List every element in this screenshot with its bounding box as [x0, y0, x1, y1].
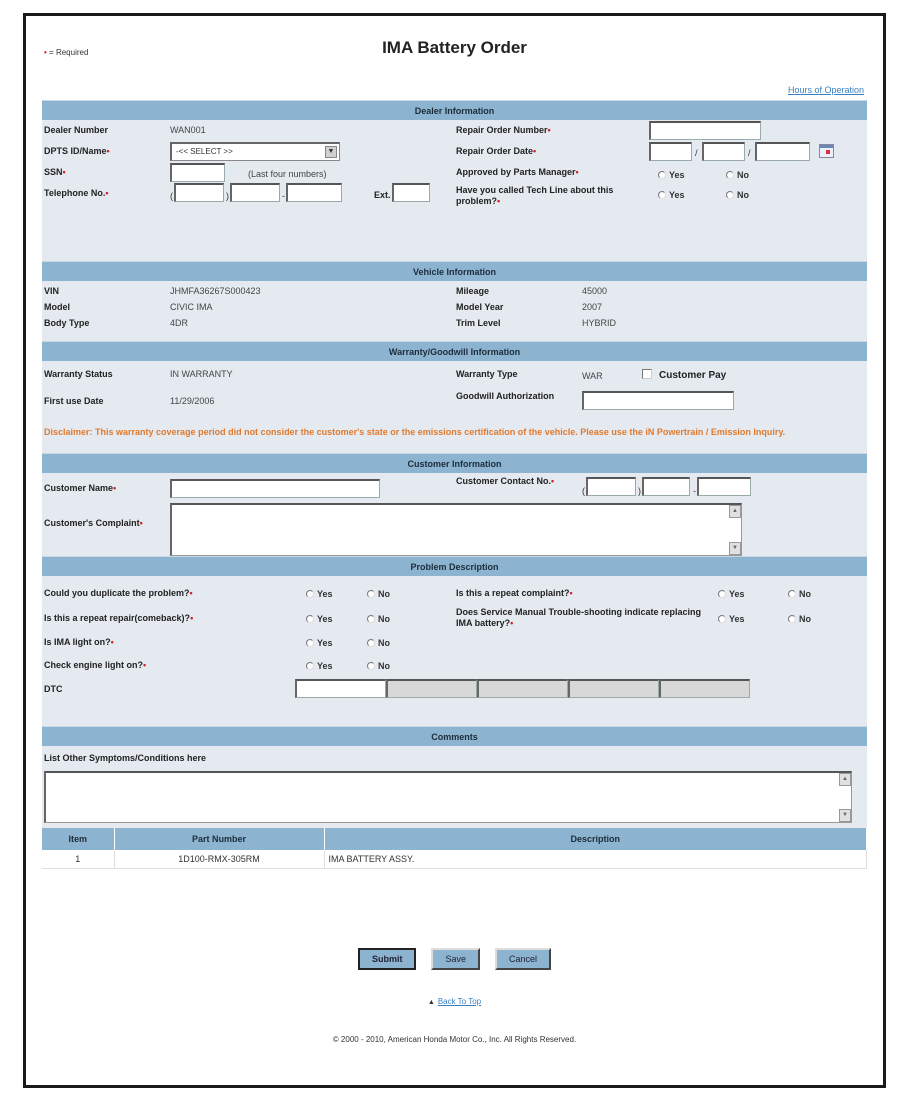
radio-icon[interactable]	[726, 191, 734, 199]
page-title: IMA Battery Order	[382, 38, 527, 57]
phone-line-input[interactable]	[286, 183, 342, 202]
approved-no-radio[interactable]: No	[726, 170, 749, 180]
section-header-customer: Customer Information	[42, 453, 867, 473]
required-star: •	[547, 125, 551, 135]
symptoms-label: List Other Symptoms/Conditions here	[44, 753, 207, 763]
dtc-input-4[interactable]	[568, 679, 659, 698]
repeat-repair-yes-radio[interactable]: Yes	[306, 614, 333, 624]
techline-yes-radio[interactable]: Yes	[658, 190, 685, 200]
ima-light-question: Is IMA light on?•	[44, 637, 114, 647]
trim-level-value: HYBRID	[582, 318, 617, 328]
phone-ext-input[interactable]	[392, 183, 430, 202]
section-header-dealer: Dealer Information	[42, 100, 867, 120]
scroll-up-icon[interactable]: ▲	[839, 773, 851, 786]
ro-date-year-input[interactable]	[755, 142, 810, 161]
required-star: •	[110, 637, 114, 647]
warranty-status-label: Warranty Status	[44, 369, 113, 379]
cell-item: 1	[42, 850, 114, 868]
required-star: •	[510, 618, 514, 628]
duplicate-question: Could you duplicate the problem?•	[44, 588, 193, 598]
scroll-down-icon[interactable]: ▼	[839, 809, 851, 822]
customer-name-input[interactable]	[170, 479, 380, 498]
ssn-label: SSN•	[44, 167, 66, 177]
required-star: •	[113, 483, 117, 493]
repeat-complaint-question: Is this a repeat complaint?•	[456, 588, 573, 598]
chevron-down-icon[interactable]: ▼	[325, 146, 337, 158]
warranty-status-value: IN WARRANTY	[170, 369, 233, 379]
radio-icon[interactable]	[718, 590, 726, 598]
model-label: Model	[44, 302, 70, 312]
check-engine-no-radio[interactable]: No	[367, 661, 390, 671]
ima-light-yes-radio[interactable]: Yes	[306, 638, 333, 648]
dealer-number-label: Dealer Number	[44, 125, 109, 135]
dtc-input-3[interactable]	[477, 679, 568, 698]
back-to-top	[26, 997, 883, 1006]
radio-icon[interactable]	[306, 639, 314, 647]
required-star: •	[44, 48, 47, 57]
check-engine-yes-radio[interactable]: Yes	[306, 661, 333, 671]
comments-section	[42, 746, 867, 828]
required-star: •	[569, 588, 573, 598]
page-frame	[23, 13, 886, 1088]
warranty-type-label: Warranty Type	[456, 369, 518, 379]
customer-pay-label: Customer Pay	[659, 370, 727, 381]
service-manual-question: Does Service Manual Trouble-shooting indicate replacing IMA battery?•	[456, 607, 702, 628]
paren-open: (	[170, 191, 173, 201]
paren-close: )	[226, 191, 229, 201]
hours-of-operation-link[interactable]: Hours of Operation	[787, 85, 864, 95]
order-form	[42, 100, 867, 869]
cell-description: IMA BATTERY ASSY.	[324, 850, 867, 868]
model-value: CIVIC IMA	[170, 302, 213, 312]
radio-icon[interactable]	[367, 615, 375, 623]
radio-icon[interactable]	[306, 615, 314, 623]
dealer-section	[42, 120, 867, 206]
section-header-warranty: Warranty/Goodwill Information	[42, 341, 867, 361]
phone-area-input[interactable]	[174, 183, 224, 202]
ro-number-label: Repair Order Number•	[456, 125, 551, 135]
radio-icon[interactable]	[658, 191, 666, 199]
ext-label: Ext.	[374, 190, 391, 200]
required-star: •	[497, 196, 501, 206]
ima-light-no-radio[interactable]: No	[367, 638, 390, 648]
dtc-input-5[interactable]	[659, 679, 750, 698]
table-row	[42, 850, 867, 868]
vin-value: JHMFA36267S000423	[170, 286, 261, 296]
dtc-input-1[interactable]	[295, 679, 386, 698]
service-manual-no-radio[interactable]: No	[788, 614, 811, 624]
column-header-part-number: Part Number	[114, 828, 324, 850]
dash: -	[693, 486, 696, 496]
radio-icon[interactable]	[367, 590, 375, 598]
warranty-section	[42, 361, 867, 453]
mileage-value: 45000	[582, 286, 608, 296]
dpts-label: DPTS ID/Name•	[44, 146, 110, 156]
goodwill-auth-label: Goodwill Authorization	[456, 391, 555, 401]
repeat-repair-no-radio[interactable]: No	[367, 614, 390, 624]
required-star: •	[139, 518, 143, 528]
paren-close: )	[638, 486, 641, 496]
required-star: •	[62, 167, 66, 177]
cell-part-number: 1D100-RMX-305RM	[114, 850, 324, 868]
required-star: •	[190, 613, 194, 623]
required-star: •	[533, 146, 537, 156]
required-star: •	[105, 188, 109, 198]
arrow-up-icon: ▲	[427, 999, 435, 1006]
date-separator: /	[695, 148, 698, 158]
radio-icon[interactable]	[726, 171, 734, 179]
approved-yes-radio[interactable]: Yes	[658, 170, 685, 180]
customer-contact-label: Customer Contact No.•	[456, 476, 555, 486]
radio-icon[interactable]	[788, 615, 796, 623]
customer-name-label: Customer Name•	[44, 483, 117, 493]
back-to-top-link[interactable]: Back To Top	[437, 997, 482, 1006]
ssn-hint: (Last four numbers)	[248, 169, 327, 179]
vehicle-section	[42, 281, 867, 341]
parts-table	[42, 828, 867, 869]
cancel-button[interactable]: Cancel	[495, 948, 551, 970]
contact-prefix-input[interactable]	[642, 477, 690, 496]
copyright: © 2000 - 2010, American Honda Motor Co., Inc. All Rights Reserved.	[332, 1035, 577, 1044]
model-year-label: Model Year	[456, 302, 504, 312]
required-star: •	[106, 146, 110, 156]
warranty-type-value: WAR	[582, 371, 603, 381]
techline-label: Have you called Tech Line about this problem?•	[456, 185, 614, 206]
radio-icon[interactable]	[718, 615, 726, 623]
complaint-label: Customer's Complaint•	[44, 518, 143, 528]
goodwill-auth-input[interactable]	[582, 391, 734, 410]
dpts-select[interactable]	[170, 142, 340, 161]
duplicate-yes-radio[interactable]: Yes	[306, 589, 333, 599]
telephone-label: Telephone No.•	[44, 188, 109, 198]
radio-icon[interactable]	[306, 590, 314, 598]
service-manual-yes-radio[interactable]: Yes	[718, 614, 745, 624]
dealer-number-value: WAN001	[170, 125, 206, 135]
duplicate-no-radio[interactable]: No	[367, 589, 390, 599]
section-header-vehicle: Vehicle Information	[42, 261, 867, 281]
radio-icon[interactable]	[788, 590, 796, 598]
parts-table-header	[42, 828, 867, 850]
radio-icon[interactable]	[367, 662, 375, 670]
action-buttons	[26, 948, 883, 970]
ro-date-day-input[interactable]	[702, 142, 745, 161]
scroll-down-icon[interactable]: ▼	[729, 542, 741, 555]
body-type-value: 4DR	[170, 318, 189, 328]
ro-number-input[interactable]	[649, 121, 761, 140]
ro-date-label: Repair Order Date•	[456, 146, 537, 156]
dpts-selected-value: -<< SELECT >>	[176, 147, 233, 156]
first-use-date-value: 11/29/2006	[170, 396, 215, 406]
customer-pay-checkbox[interactable]	[642, 369, 652, 379]
spacer	[42, 206, 867, 261]
symptoms-textarea[interactable]	[44, 771, 852, 823]
repeat-complaint-yes-radio[interactable]: Yes	[718, 589, 745, 599]
section-header-problem: Problem Description	[42, 556, 867, 576]
radio-icon[interactable]	[658, 171, 666, 179]
customer-section	[42, 473, 867, 556]
section-header-comments: Comments	[42, 726, 867, 746]
techline-no-radio[interactable]: No	[726, 190, 749, 200]
required-star: •	[575, 167, 579, 177]
mileage-label: Mileage	[456, 286, 490, 296]
contact-line-input[interactable]	[697, 477, 751, 496]
column-header-description: Description	[324, 828, 867, 850]
model-year-value: 2007	[582, 302, 603, 312]
repeat-repair-question: Is this a repeat repair(comeback)?•	[44, 613, 194, 623]
date-separator: /	[748, 148, 751, 158]
required-star: •	[551, 476, 555, 486]
scroll-up-icon[interactable]: ▲	[729, 505, 741, 518]
submit-button[interactable]: Submit	[358, 948, 417, 970]
paren-open: (	[582, 486, 585, 496]
complaint-textarea[interactable]	[170, 503, 742, 556]
radio-icon[interactable]	[306, 662, 314, 670]
ro-date-month-input[interactable]	[649, 142, 692, 161]
body-type-label: Body Type	[44, 318, 90, 328]
save-button[interactable]: Save	[431, 948, 480, 970]
trim-level-label: Trim Level	[456, 318, 501, 328]
calendar-icon[interactable]	[819, 144, 834, 158]
dtc-input-2[interactable]	[386, 679, 477, 698]
repeat-complaint-no-radio[interactable]: No	[788, 589, 811, 599]
contact-area-input[interactable]	[586, 477, 636, 496]
problem-section	[42, 576, 867, 726]
first-use-date-label: First use Date	[44, 396, 104, 406]
dash: -	[282, 191, 285, 201]
required-legend-text: = Required	[49, 48, 89, 57]
required-star: •	[189, 588, 193, 598]
check-engine-question: Check engine light on?•	[44, 660, 147, 670]
vin-label: VIN	[44, 286, 60, 296]
radio-icon[interactable]	[367, 639, 375, 647]
warranty-disclaimer: Disclaimer: This warranty coverage period did not consider the customer's state or the emissions certification of the vehicle. Please use the iN Powertrain / Emission Inquiry.	[44, 427, 786, 437]
dtc-label: DTC	[44, 684, 63, 694]
ssn-input[interactable]	[170, 163, 225, 182]
column-header-item: Item	[42, 828, 114, 850]
phone-prefix-input[interactable]	[230, 183, 280, 202]
approved-label: Approved by Parts Manager•	[456, 167, 579, 177]
required-star: •	[143, 660, 147, 670]
